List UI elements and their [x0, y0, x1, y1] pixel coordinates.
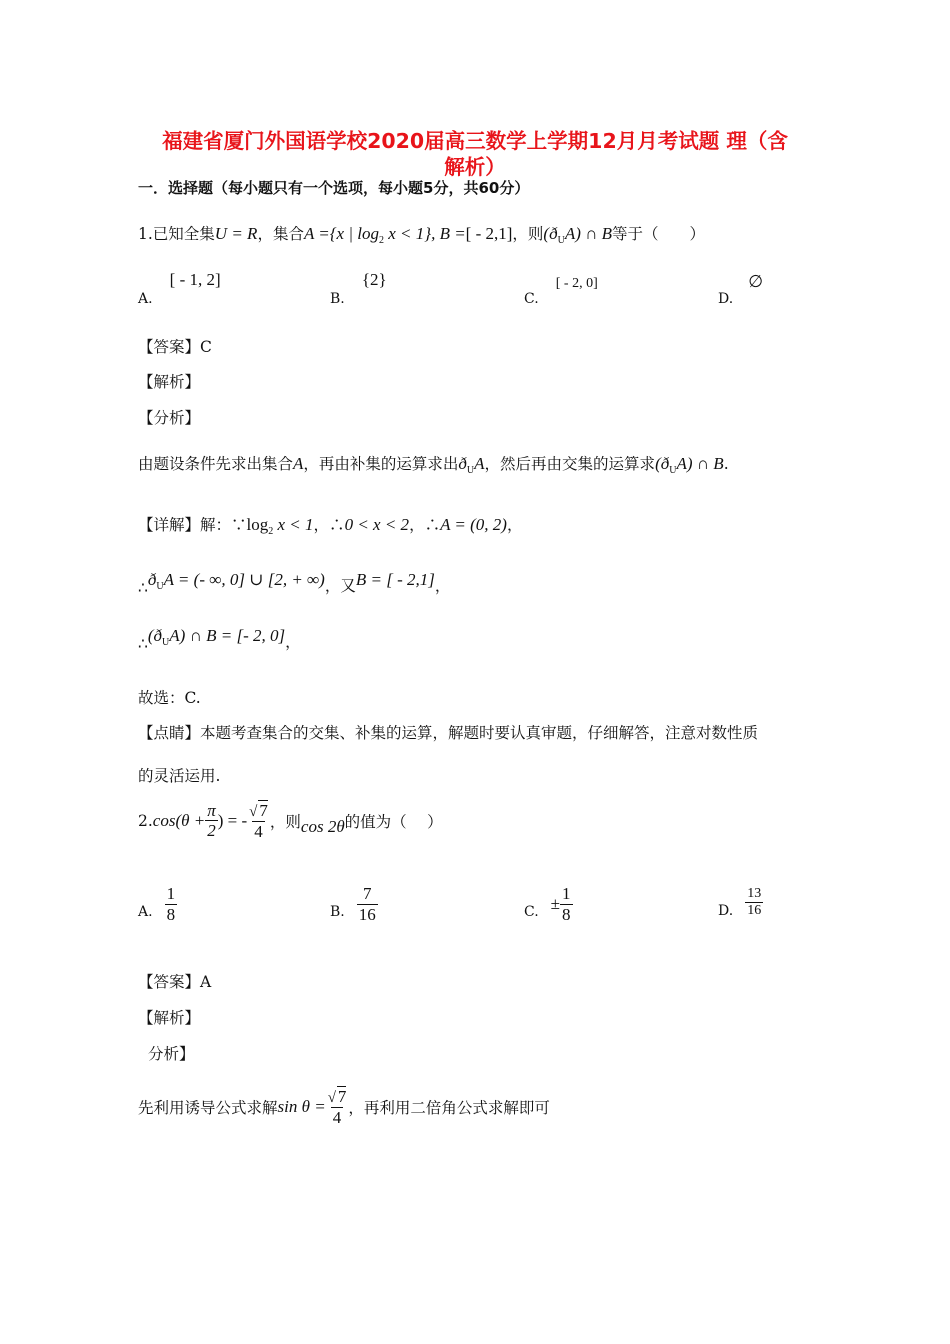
q2-option-d-fraction [745, 886, 763, 919]
q1-detail-log-base: 2 [268, 526, 274, 537]
q2-sep: ，则 [269, 812, 301, 831]
q1-option-b [330, 270, 387, 307]
q2-option-b-den: 16 [358, 904, 376, 924]
q1-detail-log-tail: x < 1 [273, 515, 314, 534]
q1-fenxi-text-2: ，再由补集的运算求出 [303, 455, 459, 473]
q1-set-b: [ - 2,1] [465, 224, 513, 243]
q1-line2-therefore: ∴ [138, 579, 148, 597]
q1-option-b-value: {2} [361, 270, 387, 289]
q2-fenxi-tag: 分析】 [148, 1045, 195, 1063]
q1-log-base: 2 [379, 235, 384, 246]
q1-dianjing-tag: 【点睛】 [138, 724, 201, 742]
q1-set-a-tail: x < 1}, B = [384, 224, 466, 243]
q2-rhs-den: 4 [254, 822, 263, 842]
q2-option-d-num: 13 [747, 886, 762, 901]
q2-sin-expr: sin θ = [277, 1096, 326, 1116]
q1-dianjing-text1: 本题考查集合的交集、补集的运算，解题时要认真审题，仔细解答，注意对数性质 [200, 724, 759, 742]
q1-line2-end: ， [434, 577, 451, 595]
q1-expression: (ð [543, 224, 558, 243]
q1-detail-1: 解：∵ [200, 516, 247, 534]
q1-option-d-label: D. [718, 291, 734, 307]
q1-fenxi-end: . [723, 455, 729, 473]
q2-cos-open: cos(θ + [152, 810, 206, 830]
q2-option-c-sign: ± [550, 894, 561, 914]
document-title-line1: 福建省厦门外国语学校2020届高三数学上学期12月月考试题 理（含 [162, 129, 788, 153]
q1-fenxi-text-3: ，然后再由交集的运算求 [484, 455, 656, 473]
q2-fenxi-text [138, 1086, 550, 1128]
q1-detail-2: ，∴ [313, 516, 345, 534]
q1-fenxi-a: A [293, 454, 304, 473]
q1-line3-therefore: ∴ [138, 635, 148, 653]
q2-option-a-num: 1 [166, 884, 176, 903]
q2-option-a [138, 884, 177, 924]
q1-line2-mid: ，又 [324, 577, 356, 595]
q2-option-b [330, 884, 378, 924]
q1-option-b-label: B. [330, 291, 345, 307]
q1-universal-set: U = R [214, 224, 258, 243]
q1-detail-log: log [246, 515, 269, 534]
question-2-stem [138, 800, 443, 842]
q2-answer-value: A [200, 973, 212, 991]
q2-analysis-tag: 【解析】 [138, 1009, 201, 1027]
q2-answer-tag: 【答案】 [138, 973, 201, 991]
q1-detail-line2 [138, 568, 451, 597]
sqrt-icon: √ [249, 804, 258, 820]
q1-dianjing-line2: 的灵活运用. [138, 767, 221, 785]
q2-text-1: 先利用诱导公式求解 [138, 1098, 278, 1117]
q1-analysis-tag: 【解析】 [138, 373, 201, 391]
q1-detail-4: ， [506, 516, 523, 534]
q1-sep1: ，集合 [257, 225, 304, 243]
q2-option-a-den: 8 [166, 904, 176, 924]
q1-detail-line3 [138, 624, 301, 653]
q2-rhs-rad: 7 [259, 801, 268, 820]
q1-line2-b: B = [ - 2,1] [355, 570, 435, 589]
q1-fenxi-expr-sub: U [669, 465, 677, 476]
q1-option-a [138, 270, 221, 307]
q2-option-b-label: B. [330, 904, 345, 921]
q2-option-d-label: D. [718, 902, 734, 919]
q1-line3-end: ， [285, 633, 301, 651]
q1-sep2: ，则 [512, 225, 544, 243]
sqrt-icon: √ [327, 1090, 336, 1106]
q1-option-d [718, 272, 764, 307]
q2-option-a-label: A. [138, 904, 153, 921]
q2-option-c-den: 8 [562, 904, 571, 924]
document-title-line2: 解析） [444, 155, 506, 179]
q1-ask: 等于（ ） [612, 225, 706, 243]
q2-option-d-den: 16 [747, 903, 762, 919]
q2-option-c-label: C. [524, 904, 539, 921]
q1-detail-3: ，∴ [409, 516, 441, 534]
q1-line3-expr-sub: U [162, 637, 170, 648]
q1-choose: 故选：C. [138, 689, 201, 707]
q1-prefix: 1.已知全集 [138, 225, 215, 243]
q1-detail-a: A = (0, 2) [440, 515, 507, 534]
q2-prefix: 2. [138, 811, 153, 830]
q2-option-d [718, 886, 763, 919]
q1-dianjing-line1 [138, 721, 758, 743]
q1-answer-value: C [200, 338, 212, 356]
q1-option-a-value: [ - 1, 2] [169, 270, 221, 289]
q2-cos2: cos 2θ [300, 816, 345, 836]
q2-sin-fraction [326, 1086, 349, 1128]
q2-pi: π [207, 800, 216, 820]
q1-detail-ineq: 0 < x < 2 [344, 515, 410, 534]
q1-set-a: A ={x | log [303, 224, 379, 243]
q1-fenxi-expr-tail: A) ∩ B [676, 454, 724, 473]
q1-line2-expr: A = (- ∞, 0] ∪ [2, + ∞) [163, 570, 325, 589]
q1-detail-line1 [138, 513, 522, 537]
q1-fenxi-comp: ð [458, 454, 467, 473]
q1-option-c-value: [ - 2, 0] [555, 276, 598, 291]
q1-expression-sub: U [557, 235, 565, 246]
q1-expression-tail: A) ∩ B [564, 224, 613, 243]
q2-sin-rad: 7 [337, 1087, 347, 1106]
q2-ask: 的值为（ ） [344, 812, 443, 831]
q1-line3-expr-tail: A) ∩ B = [- 2, 0] [169, 626, 286, 645]
q1-option-a-label: A. [138, 291, 153, 307]
q1-answer [138, 335, 212, 357]
q2-rhs-fraction [247, 800, 270, 842]
q2-option-c-num: 1 [562, 884, 571, 903]
q1-fenxi-comp-a: A [474, 454, 485, 473]
q1-detail-tag: 【详解】 [138, 516, 201, 534]
q1-fenxi-text [138, 452, 729, 476]
q2-text-2: ，再利用二倍角公式求解即可 [348, 1098, 550, 1117]
q2-pi-over-2 [205, 801, 218, 841]
question-1-stem [138, 222, 705, 246]
q1-fenxi-expr: (ð [655, 454, 670, 473]
q1-fenxi-text-1: 由题设条件先求出集合 [138, 455, 294, 473]
q1-fenxi-tag: 【分析】 [138, 409, 201, 427]
q2-option-b-fraction [357, 884, 378, 924]
q2-option-c-fraction [560, 884, 573, 924]
q2-two: 2 [207, 821, 216, 841]
q2-cos-close: ) = - [217, 810, 248, 830]
q2-answer [138, 970, 211, 992]
q1-line2-comp-sub: U [156, 581, 164, 592]
q1-option-c-label: C. [524, 291, 539, 307]
q1-line3-expr: (ð [147, 626, 163, 645]
q1-line2-comp: ð [147, 570, 157, 589]
q2-option-a-fraction [165, 884, 178, 924]
section-heading: 一．选择题（每小题只有一个选项，每小题5分，共60分） [138, 179, 530, 197]
q1-fenxi-comp-sub: U [466, 465, 475, 476]
q2-option-c [524, 884, 573, 924]
q1-answer-tag: 【答案】 [138, 338, 201, 356]
q2-option-b-num: 7 [363, 884, 372, 903]
q1-option-c [524, 272, 598, 307]
q2-sin-den: 4 [332, 1108, 342, 1128]
q1-option-d-value: ∅ [748, 272, 764, 291]
